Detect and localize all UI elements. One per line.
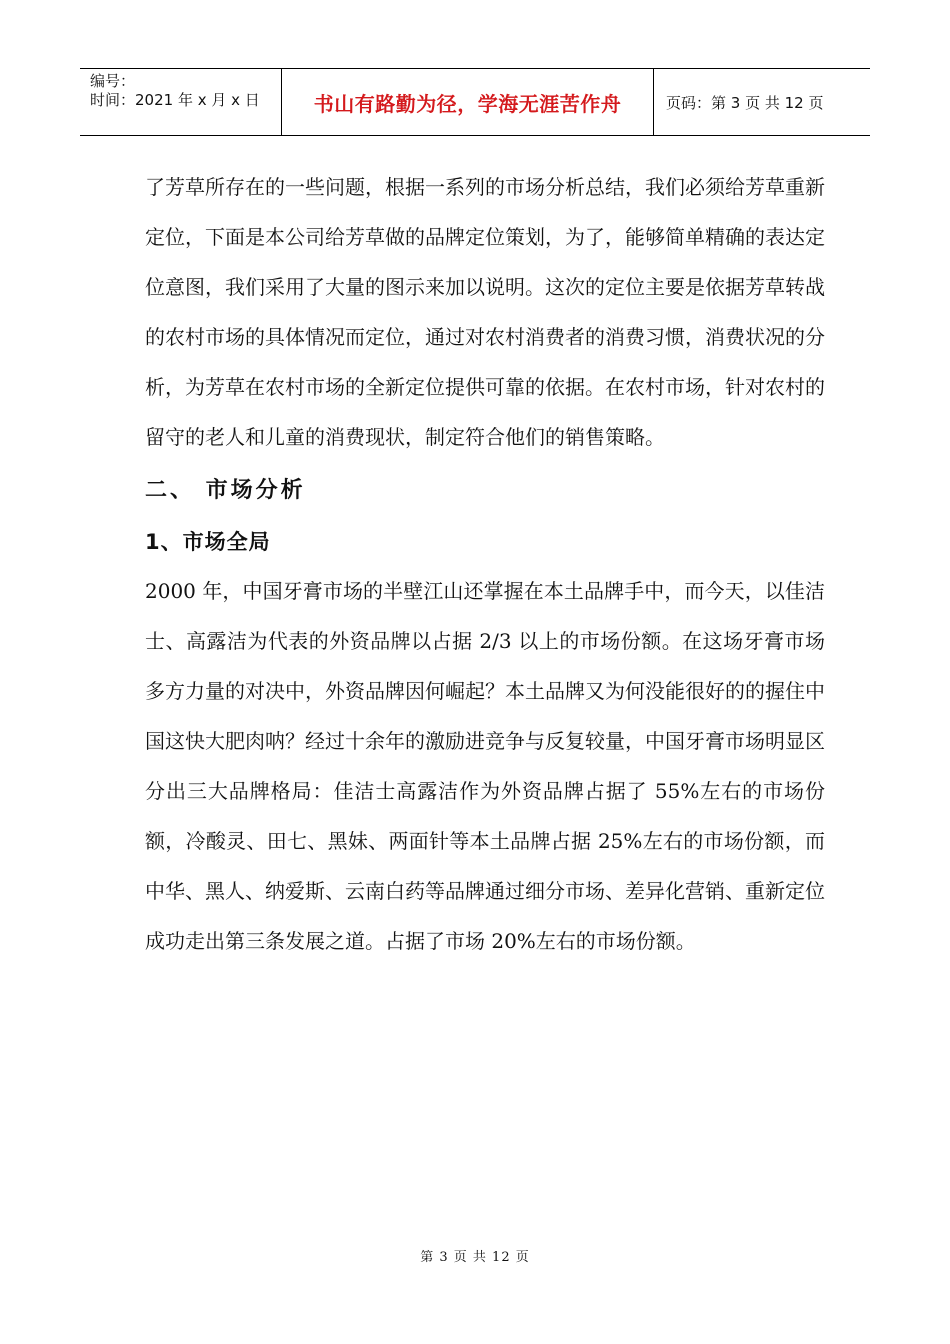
page-header (80, 68, 870, 136)
header-meta (80, 69, 282, 135)
market-paragraph: 2000 年，中国牙膏市场的半壁江山还掌握在本土品牌手中，而今天，以佳洁士、高露洁为代表的外资品牌以占据 2/3 以上的市场份额。在这场牙膏市场多方力量的对决中，外资品牌因何崛起？本土品牌又为何没能很好的的握住中国这快大肥肉呐？经过十余年的激励进竞争与反复较量，中国牙膏市场明显区分出三大品牌格局：佳洁士高露洁作为外资品牌占据了 55%左右的市场份额，冷酸灵、田七、黑妹、两面针等本土品牌占据 25%左右的市场份额，而中华、黑人、纳爱斯、云南白药等品牌通过细分市场、差异化营销、重新定位成功走出第三条发展之道。占据了市场 20%左右的市场份额。 (145, 579, 825, 953)
subsection-heading: 1、市场全局 (145, 530, 271, 554)
document-date: 时间：2021 年 x 月 x 日 (90, 91, 260, 109)
document-number-label: 编号： (90, 72, 136, 90)
header-motto: 书山有路勤为径，学海无涯苦作舟 (282, 69, 654, 135)
header-page-info: 页码：第 3 页 共 12 页 (666, 93, 824, 112)
document-body (145, 162, 825, 966)
intro-paragraph: 了芳草所存在的一些问题，根据一系列的市场分析总结，我们必须给芳草重新定位，下面是本公司给芳草做的品牌定位策划，为了，能够简单精确的表达定位意图，我们采用了大量的图示来加以说明。这次的定位主要是依据芳草转战的农村市场的具体情况而定位，通过对农村消费者的消费习惯，消费状况的分析，为芳草在农村市场的全新定位提供可靠的依据。在农村市场，针对农村的留守的老人和儿童的消费现状，制定符合他们的销售策略。 (145, 175, 825, 449)
section-heading: 二、 市场分析 (145, 478, 306, 503)
page-footer: 第 3 页 共 12 页 (420, 1250, 530, 1265)
